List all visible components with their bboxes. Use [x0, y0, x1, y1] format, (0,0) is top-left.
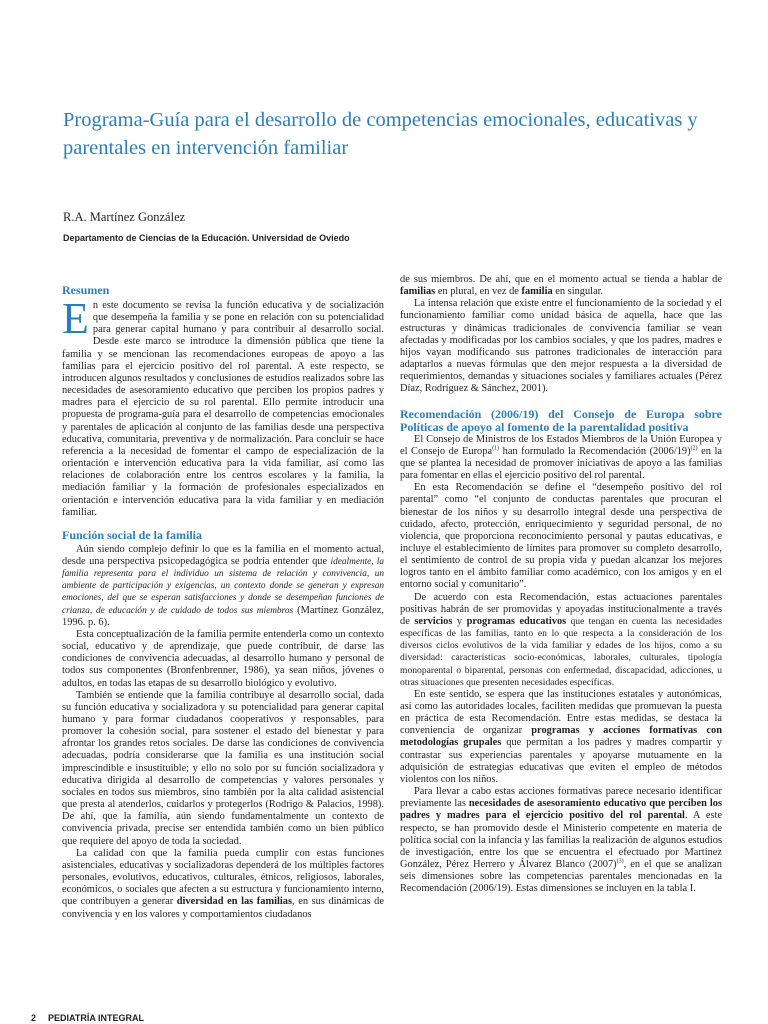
body-paragraph: La intensa relación que existe entre el funcionamiento de la sociedad y el funcionamiento familiar como unidad básica de aquella, hace que las estructuras y dinámicas tradicionales de convivencia familiar se vean afectadas y modificadas por los cambios sociales, y que los padres, madres e hijos vayan modificando sus patrones tradicionales de interacción para adaptarlos a nuevas fórmulas que den mejor respuesta a la diversidad de requerimientos, demandas y situaciones sociales y familiares actuales (Pérez Díaz, Rodríguez & Sánchez, 2001). [400, 298, 722, 395]
author-name: R.A. Martínez González [63, 210, 186, 224]
body-paragraph: En esta Recomendación se define el “desempeño positivo del rol parental” como “el conjunto de conductas parentales que procuran el bienestar de los niños y su desarrollo integral desde una perspectiva de cuidado, afecto, protección, enriquecimiento y seguridad personal, de no violencia, que proporciona reconocimiento personal y pautas educativas, e incluye el establecimiento de límites para promover su completo desarrollo, el sentimiento de control de su propia vida y puedan alcanzar los mejores logros tanto en el ámbito familiar como académico, con los amigos y en el entorno social y comunitario”. [400, 482, 722, 591]
text-run: Para llevar a cabo estas acciones formativas parece necesario identificar previamente las [400, 786, 722, 810]
journal-name: PEDIATRÍA INTEGRAL [48, 1013, 145, 1023]
emphasis-bold: necesidades de asesoramiento educativo que perciben los padres y madres para el ejercicio positivo del rol parental [400, 798, 722, 822]
text-run: han formulado la Recomendación (2006/19) [499, 445, 691, 457]
section-heading-resumen: Resumen [62, 283, 110, 297]
page-footer [31, 1013, 144, 1023]
emphasis-bold: programas y acciones formativas con metodologías grupales [400, 725, 722, 749]
text-run: en plural, en vez de [435, 286, 522, 298]
emphasis-bold: familia [521, 286, 553, 298]
text-run: De acuerdo con esta Recomendación, estas actuaciones parentales positivas habrán de ser promovidas y apoyadas institucionalmente a través de [400, 591, 722, 627]
text-run: El Consejo de Ministros de los Estados Miembros de la Unión Europea y el Consejo de Europa [400, 433, 722, 457]
section-heading-recomendacion: Recomendación (2006/19) del Consejo de Europa sobre Políticas de apoyo al fomento de la parentalidad positiva [400, 406, 722, 434]
body-paragraph [400, 274, 722, 298]
text-run: Aún siendo complejo definir lo que es la familia en el momento actual, desde una perspectiva psicopedagógica se podría entender que [62, 543, 384, 567]
body-paragraph [62, 544, 384, 629]
section-heading-funcion: Función social de la familia [62, 527, 203, 542]
article-title: Programa-Guía para el desarrollo de competencias emocionales, educativas y parentales en intervención familiar [63, 109, 698, 159]
body-paragraph: Esta conceptualización de la familia permite entenderla como un contexto social, educativo y de aprendizaje, que puede contribuir, de darse las condiciones de convivencia adecuadas, al desarrollo humano y personal de todos sus componentes (Bronfenbrenner, 1986), ya sean niños, jóvenes o adultos, en todas las etapas de su desarrollo biológico y evolutivo. [62, 628, 384, 689]
text-run: en singular. [552, 286, 604, 298]
text-run: (Martínez González, 1996. p. 6). [62, 604, 384, 628]
body-paragraph [400, 434, 722, 483]
body-paragraph: También se entiende que la familia contribuye al desarrollo social, dada su función educativa y socializadora y su potencialidad para generar capital humano y para formar ciudadanos cooperativos y responsables, para promover la cohesión social, para sostener el estado del bienestar y para afrontar los grandes retos sociales. De darse las condiciones de convivencia adecuadas, podría considerarse que la familia es una institución social imprescindible e insustituible; y ello no solo por su función socializadora y educativa dirigida al desarrollo de competencias y valores personales y sociales en todos sus miembros, sino también por la alta calidad asistencial que presta al atenderlos, cuidarlos y protegerlos (Rodrigo & Palacios, 1998). De ahí, que la familia, aún siendo fundamentalmente un contexto de convivencia privada, precise ser entendida también como un bien público que requiere del apoyo de toda la sociedad. [62, 689, 384, 847]
body-paragraph [400, 689, 722, 786]
emphasis-bold: familias [400, 286, 436, 298]
left-column [62, 284, 384, 921]
right-column [400, 274, 722, 896]
abstract-paragraph [62, 294, 384, 519]
emphasis-bold: programas educativos [466, 615, 567, 627]
drop-cap: E [62, 294, 89, 343]
text-run: que permitan a los padres y madres compartir y contrastar sus experiencias parentales y apoyarse mutuamente en la adquisición de estrategias educativas que eviten el empleo de métodos violentos con los niños. [400, 737, 722, 785]
text-run: de sus miembros. De ahí, que en el momento actual se tienda a hablar de [400, 274, 722, 285]
emphasis-bold: diversidad en las familias [176, 896, 293, 908]
author-affiliation: Departamento de Ciencias de la Educación. Universidad de Oviedo [63, 233, 350, 243]
footnote-ref: (3) [616, 858, 624, 865]
footnote-ref: (1) [492, 445, 500, 452]
text-run: , en el que se analizan seis dimensiones sobre las competencias parentales mencionadas en la Recomendación (2006/19). Estas dimensiones se incluyen en la tabla I. [400, 859, 722, 895]
body-paragraph [62, 848, 384, 921]
page-number: 2 [31, 1013, 37, 1023]
text-run: En este sentido, se espera que las instituciones estatales y autonómicas, así como las autoridades locales, faciliten medidas que promuevan la puesta en práctica de esta Recomendación. Entre estas medidas, se destaca la conveniencia de organizar [400, 688, 722, 737]
emphasis-bold: servicios [414, 615, 453, 627]
text-run: , en sus dinámicas de convivencia y en los valores y comportamientos ciudadanos [62, 896, 384, 920]
body-paragraph [400, 592, 722, 689]
text-run: . A este respecto, se han promovido desde el Ministerio competente en materia de política social con la infancia y las familias la realización de algunos estudios de investigación, entre los que se encuentra el efectuado por Martínez González, Pérez Herrero y Álvarez Blanco (2007) [400, 810, 722, 871]
text-run: que tengan en cuenta las necesidades específicas de las familias, tanto en lo que respecta a la consideración de los diversos ciclos evolutivos de la vida familiar y edades de los hijos, como a su diversidad: características socio-económicas, laborales, culturales, tipología monoparental o biparental, personas con enfermedad, discapacidad, adicciones, u otras situaciones que presenten necesidades específicas. [400, 615, 723, 688]
abstract-text: n este documento se revisa la función educativa y de socialización que desempeña la familia y se pone en relación con su potencialidad para generar capital humano y para contribuir al desarrollo social. Desde este marco se introduce la dimensión pública que tiene la familia y se mencionan las recomendaciones europeas de apoyo a las familias para el ejercicio positivo del rol parental. A este respecto, se introducen algunos resultados y conclusiones de estudios realizados sobre las necesidades de asesoramiento educativo que perciben los propios padres y madres para el ejercicio de su rol parental. Ello permite introducir una propuesta de programa-guía para el desarrollo de competencias emocionales y parentales de aplicación al conjunto de las familias desde una perspectiva educativa, comunitaria, preventiva y de normalización. Para concluir se hace referencia a la necesidad de fomentar el campo de especialización de la orientación e intervención educativa para la vida familiar, así como las relaciones de colaboración entre los centros escolares y la familia, la mediación familiar y la formación de profesionales especializados en orientación e intervención educativa para la vida familiar y en mediación familiar. [62, 300, 384, 518]
text-run: La calidad con que la familia pueda cumplir con estas funciones asistenciales, educativas y socializadoras dependerá de los múltiples factores personales, evolutivos, educativos, culturales, étnicos, religiosos, laborales, económicos, o sociales que afecten a su estructura y funcionamiento interno, que contribuyen a generar [62, 847, 384, 908]
footnote-ref: (2) [690, 445, 698, 452]
text-run: en la que se plantea la necesidad de promover iniciativas de apoyo a las familias para fomentar en ellas el ejercicio positivo del rol parental. [400, 445, 722, 482]
body-paragraph [400, 786, 722, 895]
quote-italic: idealmente, la familia representa para el individuo un sistema de relación y convivencia, un ambiente de participación y exigencias, un contexto donde se generan y expresan emociones, del que se esperan satisfacciones y donde se desempeñan funciones de crianza, de educación y de cuidado de todos sus miembros [62, 556, 385, 616]
text-run: y [452, 615, 467, 627]
